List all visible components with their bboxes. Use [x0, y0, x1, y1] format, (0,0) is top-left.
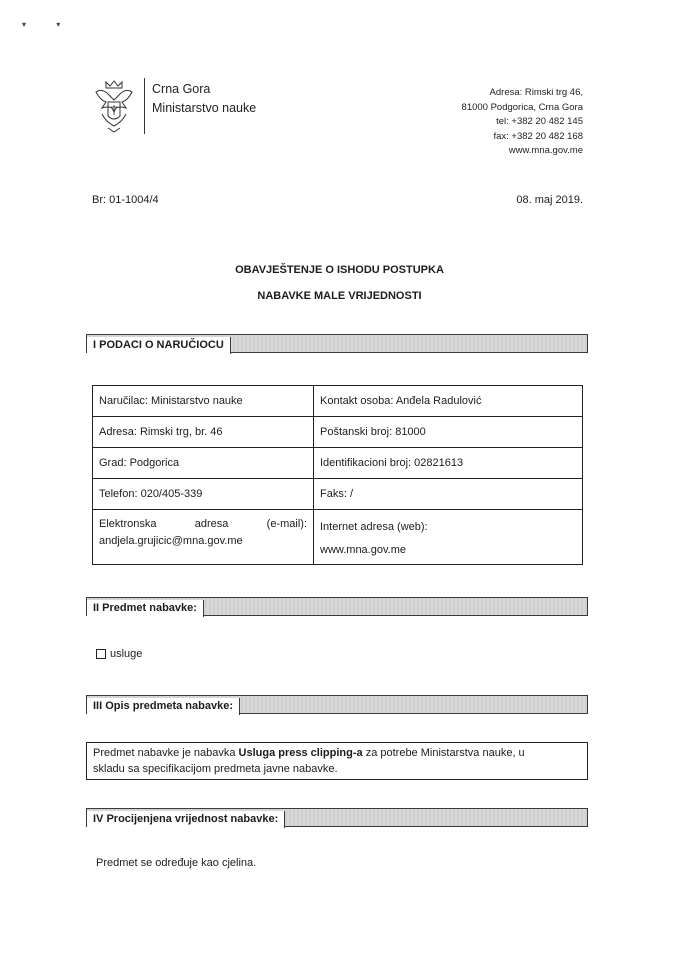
cell-narucilac: Naručilac: Ministarstvo nauke [93, 386, 314, 417]
description-prefix: Predmet nabavke je nabavka [93, 747, 239, 759]
document-date: 08. maj 2019. [516, 194, 583, 206]
email-word1: Elektronska [99, 518, 157, 530]
web-value: www.mna.gov.me [320, 544, 406, 556]
description-bold: Usluga press clipping-a [238, 747, 363, 759]
cell-web [314, 510, 582, 564]
checkbox-icon[interactable] [96, 649, 106, 659]
contact-address: Adresa: Rimski trg 46, [489, 87, 583, 98]
description-line2: skladu sa specifikacijom predmeta javne nabavke. [93, 763, 338, 775]
coat-of-arms-icon [92, 78, 136, 134]
cell-postanski: Poštanski broj: 81000 [314, 417, 582, 448]
description-line1 [93, 745, 581, 761]
authority-table [92, 385, 583, 565]
section-2-title: II Predmet nabavke: [87, 600, 204, 617]
subject-option [96, 648, 142, 660]
section-bar-2 [86, 597, 588, 616]
section-bar-1 [86, 334, 588, 353]
contact-block [462, 86, 583, 159]
subject-option-label: usluge [110, 648, 143, 660]
organization-name [152, 80, 256, 118]
cell-identifikacioni: Identifikacioni broj: 02821613 [314, 448, 582, 479]
description-suffix: za potrebe Ministarstva nauke, u [362, 747, 525, 759]
email-word3: (e-mail): [266, 518, 307, 530]
org-line2: Ministarstvo nauke [152, 101, 257, 115]
contact-city: 81000 Podgorica, Crna Gora [461, 101, 583, 113]
section-bar-4 [86, 808, 588, 827]
cell-telefon: Telefon: 020/405-339 [93, 479, 314, 510]
section-1-title: I PODACI O NARUČIOCU [87, 337, 231, 354]
web-label: Internet adresa (web): [320, 521, 428, 533]
title-line2: NABAVKE MALE VRIJEDNOSTI [257, 290, 422, 302]
org-line1: Crna Gora [152, 82, 211, 96]
email-word2: adresa [194, 518, 229, 530]
contact-fax: fax: +382 20 482 168 [493, 130, 583, 142]
estimate-text: Predmet se određuje kao cjelina. [96, 857, 257, 869]
cell-grad: Grad: Podgorica [93, 448, 314, 479]
section-bar-3 [86, 695, 588, 714]
contact-web: www.mna.gov.me [508, 145, 583, 156]
scan-marks: ▾ ▾ [22, 20, 75, 29]
description-box [86, 742, 588, 780]
contact-tel: tel: +382 20 482 145 [496, 116, 583, 127]
cell-faks: Faks: / [314, 479, 582, 510]
header-divider [144, 78, 145, 134]
cell-email [93, 510, 314, 564]
reference-number: Br: 01-1004/4 [92, 194, 159, 206]
cell-kontakt: Kontakt osoba: Anđela Radulović [314, 386, 582, 417]
title-line1: OBAVJEŠTENJE O ISHODU POSTUPKA [235, 264, 444, 276]
section-3-title: III Opis predmeta nabavke: [87, 698, 240, 715]
cell-adresa: Adresa: Rimski trg, br. 46 [93, 417, 314, 448]
email-value: andjela.grujicic@mna.gov.me [99, 535, 243, 547]
section-4-title: IV Procijenjena vrijednost nabavke: [87, 811, 285, 828]
